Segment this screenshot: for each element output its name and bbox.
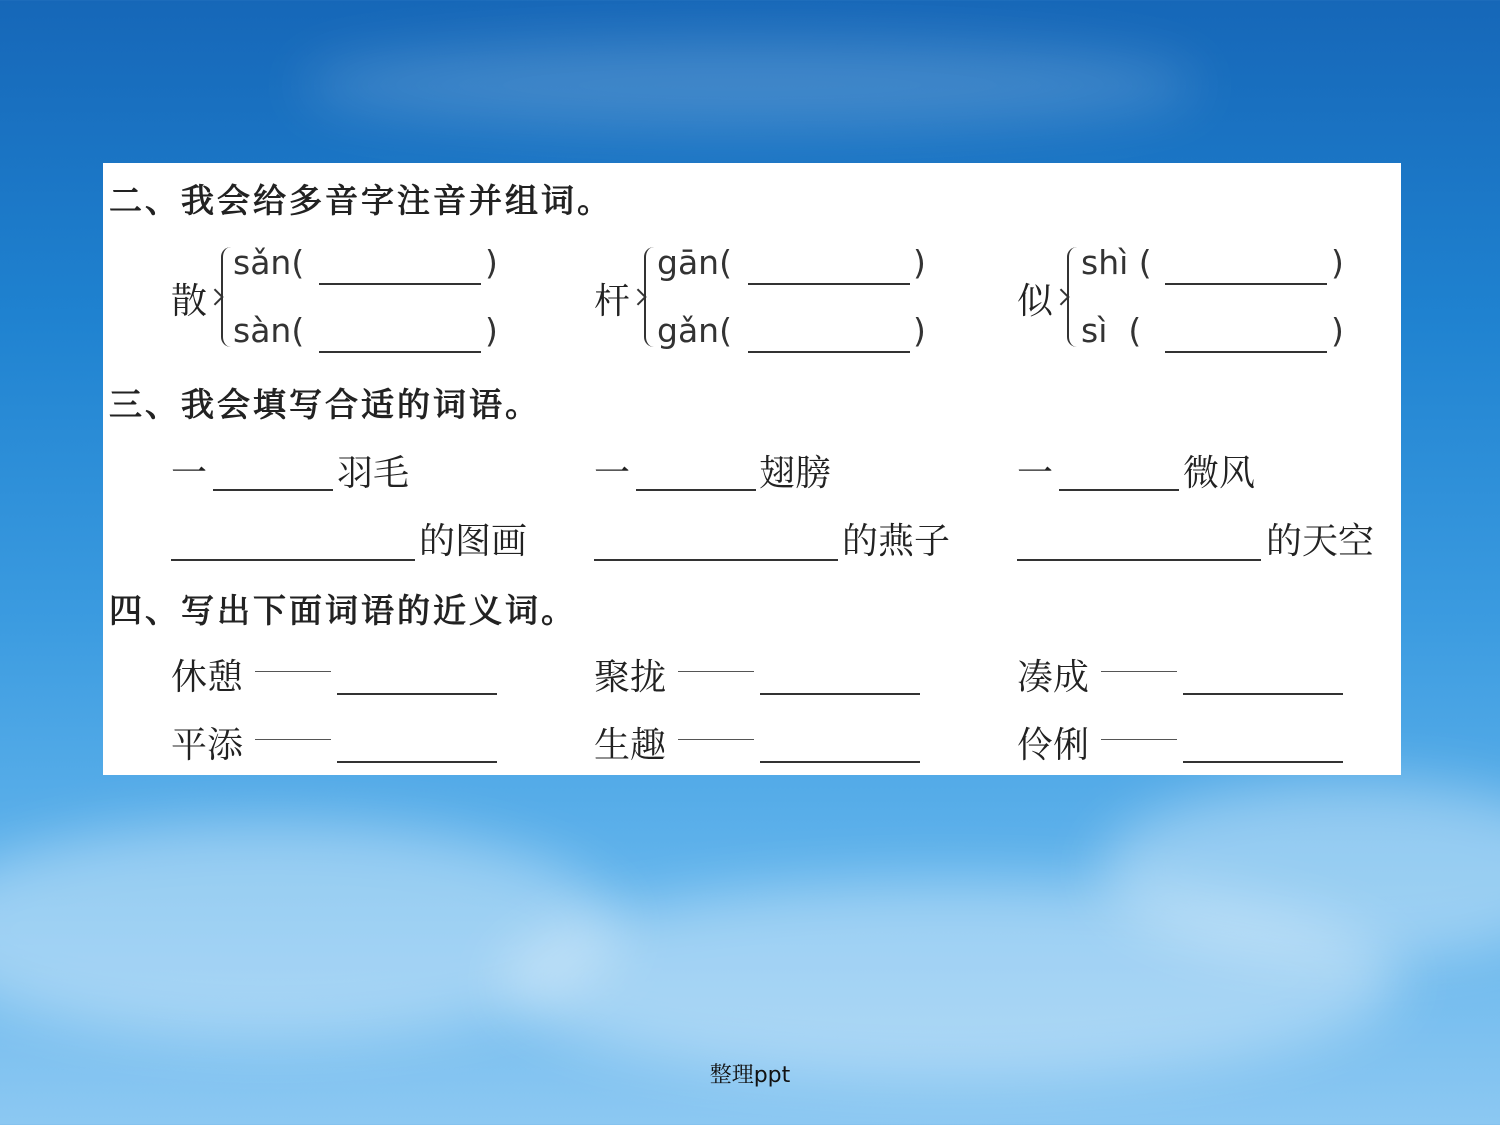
measure-prefix: 一	[171, 453, 208, 494]
close-paren: )	[485, 311, 498, 350]
section-2-title: 二、我会给多音字注音并组词。	[109, 181, 613, 220]
answer-blank[interactable]	[319, 283, 481, 285]
pinyin-reading: gǎn(	[657, 311, 732, 350]
close-paren: )	[1331, 243, 1344, 282]
synonym-word: 生趣	[594, 725, 667, 766]
measure-prefix: 一	[594, 453, 631, 494]
synonym-word: 休憩	[171, 657, 244, 698]
section-4-title: 四、写出下面词语的近义词。	[109, 591, 577, 630]
answer-blank[interactable]	[760, 693, 920, 695]
footer-caption: 整理ppt	[709, 1063, 791, 1088]
phrase-suffix: 的图画	[419, 521, 528, 562]
answer-blank[interactable]	[748, 283, 910, 285]
answer-blank[interactable]	[1165, 283, 1327, 285]
answer-blank[interactable]	[1059, 489, 1179, 491]
answer-blank[interactable]	[337, 693, 497, 695]
answer-blank[interactable]	[213, 489, 333, 491]
answer-blank[interactable]	[1017, 559, 1261, 561]
close-paren: )	[913, 311, 926, 350]
dash-connector	[255, 739, 331, 740]
answer-blank[interactable]	[319, 351, 481, 353]
cloud-decoration	[300, 40, 1200, 130]
phrase-suffix: 羽毛	[337, 453, 410, 494]
measure-prefix: 一	[1017, 453, 1054, 494]
answer-blank[interactable]	[636, 489, 756, 491]
answer-blank[interactable]	[1183, 693, 1343, 695]
pinyin-reading: sàn(	[233, 311, 305, 350]
polyphone-char: 似	[1017, 281, 1054, 322]
pinyin-reading: shì (	[1081, 243, 1152, 282]
dash-connector	[678, 671, 754, 672]
close-paren: )	[913, 243, 926, 282]
answer-blank[interactable]	[760, 761, 920, 763]
polyphone-char: 散	[171, 281, 208, 322]
synonym-word: 聚拢	[594, 657, 667, 698]
close-paren: )	[485, 243, 498, 282]
polyphone-char: 杆	[594, 281, 631, 322]
answer-blank[interactable]	[337, 761, 497, 763]
pinyin-reading: sì (	[1081, 311, 1142, 350]
close-paren: )	[1331, 311, 1344, 350]
synonym-word: 平添	[171, 725, 244, 766]
pinyin-reading: sǎn(	[233, 243, 305, 282]
synonym-word: 凑成	[1017, 657, 1090, 698]
answer-blank[interactable]	[748, 351, 910, 353]
exercise-panel	[103, 163, 1401, 775]
phrase-suffix: 翅膀	[759, 453, 832, 494]
dash-connector	[1101, 739, 1177, 740]
pinyin-reading: gān(	[657, 243, 732, 282]
phrase-suffix: 的天空	[1266, 521, 1375, 562]
section-3-title: 三、我会填写合适的词语。	[109, 385, 541, 424]
phrase-suffix: 微风	[1183, 453, 1256, 494]
dash-connector	[1101, 671, 1177, 672]
synonym-word: 伶俐	[1017, 725, 1090, 766]
dash-connector	[678, 739, 754, 740]
answer-blank[interactable]	[171, 559, 415, 561]
answer-blank[interactable]	[1165, 351, 1327, 353]
answer-blank[interactable]	[594, 559, 838, 561]
phrase-suffix: 的燕子	[842, 521, 951, 562]
dash-connector	[255, 671, 331, 672]
answer-blank[interactable]	[1183, 761, 1343, 763]
